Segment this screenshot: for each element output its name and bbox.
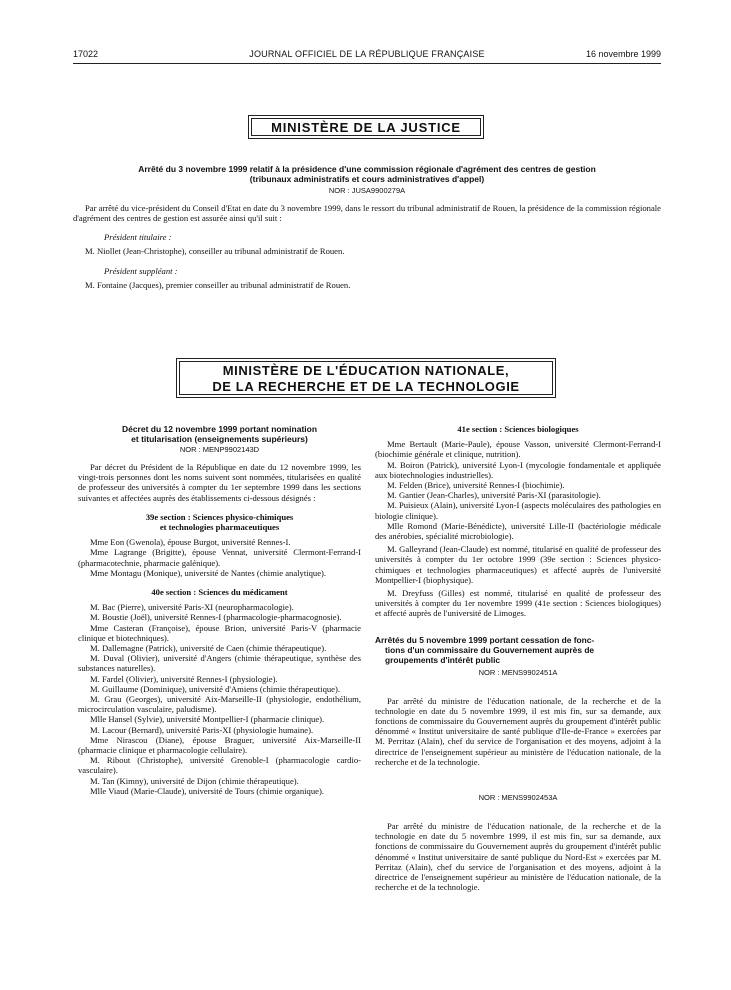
journal-title: JOURNAL OFFICIEL DE LA RÉPUBLIQUE FRANÇAISE [249, 49, 485, 59]
section-39-heading [78, 512, 361, 532]
page-number: 17022 [73, 49, 99, 59]
header-rule [73, 63, 661, 64]
list-item: M. Felden (Brice), université Rennes-I (biochimie). [387, 480, 565, 491]
decret-intro: Par décret du Président de la République en date du 12 novembre 1999, les vingt-trois personnes dont les noms suivent sont nommées, titularisées en qualité de professeur des universités à compter du 1er septembre 1999 dans les sections suivantes et affectées auprès des établissements ci-dessous désignés : [78, 462, 361, 503]
running-header [73, 49, 661, 63]
arretes-title-line2: tions d'un commissaire du Gouvernement auprès de [385, 644, 595, 655]
president-suppleant: M. Fontaine (Jacques), premier conseiller au tribunal administratif de Rouen. [85, 279, 351, 290]
decret-nor: NOR : MENP9902143D [179, 445, 260, 454]
arrete1-text: Par arrêté du ministre de l'éducation nationale, de la recherche et de la technologie en date du 5 novembre 1999, il est mis fin, sur sa demande, aux fonctions de commissaire du Gouvernement auprès du groupement d'intérêt public dénommé « Institut universitaire de santé publique d'Ile-de-France » exercées par M. Perritaz (Alain), chef du service de l'organisation et des moyens, adjoint à la directrice de l'enseignement supérieur au ministère de l'éducation nationale, de la recherche et de la technologie. [375, 695, 661, 767]
decret-title-line2: et titularisation (enseignements supérieurs) [131, 434, 308, 444]
right-column [375, 424, 661, 893]
justice-nor: NOR : JUSA9900279A [328, 186, 406, 195]
list-item: M. Fardel (Olivier), université Rennes-I (physiologie). [90, 673, 278, 684]
list-item: Mme Bertault (Marie-Paule), épouse Vasson, université Clermont-Ferrand-I (biochimie générale et clinique, nutrition). [375, 439, 661, 460]
section-39-line1: 39e section : Sciences physico-chimiques [145, 511, 294, 522]
list-item: M. Grau (Georges), université Aix-Marseille-II (physiologie, endothélium, microcirculation vasculaire, paludisme). [78, 694, 361, 715]
list-item: Mlle Viaud (Marie-Claude), université de Tours (chimie organique). [90, 785, 324, 796]
ministry-education-box [176, 358, 556, 398]
list-item: Mme Nirascou (Diane), épouse Braguer, université Aix-Marseille-II (pharmacie clinique et pharmacologie cellulaire). [78, 734, 361, 756]
list-item: Mme Montagu (Monique), université de Nantes (chimie analytique). [90, 567, 327, 578]
list-item: M. Dreyfuss (Gilles) est nommé, titularisé en qualité de professeur des universités à compter du 1er novembre 1999 (41e section : Sciences biologiques) et affecté auprès de l'université de Limoges. [375, 588, 661, 619]
arrete2-text: Par arrêté du ministre de l'éducation nationale, de la recherche et de la technologie en date du 5 novembre 1999, il est mis fin, sur sa demande, aux fonctions de commissaire du Gouvernement auprès du groupement d'intérêt public dénommé « Institut universitaire de santé publique du Nord-Est » exercées par M. Perritaz (Alain), chef du service de l'organisation et des moyens, adjoint à la directrice de l'enseignement supérieur au ministère de l'éducation nationale, de la recherche et de la technologie. [375, 821, 661, 893]
label-president-suppleant: Président suppléant : [104, 265, 178, 276]
list-item: Mme Eon (Gwenola), épouse Burgot, université Rennes-I. [90, 537, 291, 548]
ministry-education-heading [179, 361, 553, 395]
list-item: Mlle Romond (Marie-Bénédicte), université Lille-II (bactériologie médicale des anérobies, spécialité microbiologie). [375, 520, 661, 542]
section-41-title: 41e section : Sciences biologiques [457, 424, 579, 434]
justice-arrete [73, 164, 661, 290]
arretes-title-line3: groupements d'intérêt public [385, 654, 501, 665]
president-titulaire: M. Niollet (Jean-Christophe), conseiller au tribunal administratif de Rouen. [85, 246, 345, 257]
section-41-list [375, 439, 661, 618]
list-item: M. Boiron (Patrick), université Lyon-I (mycologie fondamentale et appliquée aux biotechnologies industrielles). [375, 459, 661, 480]
list-item: M. Duval (Olivier), université d'Angers (chimie thérapeutique, synthèse des substances naturelles). [78, 653, 361, 674]
section-40-title: 40e section : Sciences du médicament [151, 587, 288, 598]
list-item: M. Galleyrand (Jean-Claude) est nommé, titularisé en qualité de professeur des universités à compter du 1er octobre 1999 (39e section : Sciences physico-chimiques et technologies pharmaceutiques) et affecté auprès de l'université Montpellier-I (biophysique). [375, 544, 661, 585]
list-item: Mme Casteran (Françoise), épouse Brion, université Paris-V (pharmacie clinique et biotechniques). [78, 622, 361, 643]
ministry-justice-heading: MINISTÈRE DE LA JUSTICE [251, 118, 481, 136]
section-39-list [78, 537, 361, 578]
section-40-list [78, 602, 361, 796]
label-president-titulaire: Président titulaire : [104, 232, 172, 243]
ministry-education-line1: MINISTÈRE DE L'ÉDUCATION NATIONALE, [222, 363, 510, 378]
list-item: M. Lacour (Bernard), université Paris-XI (physiologie humaine). [90, 724, 314, 735]
section-39-line2: et technologies pharmaceutiques [159, 522, 280, 533]
arretes-heading [375, 635, 661, 665]
justice-arrete-title-line1: Arrêté du 3 novembre 1999 relatif à la présidence d'une commission régionale d'agrément des centres de gestion [138, 164, 596, 174]
ministry-education-line2: DE LA RECHERCHE ET DE LA TECHNOLOGIE [212, 379, 520, 394]
decret-title-line1: Décret du 12 novembre 1999 portant nomination [121, 424, 318, 434]
list-item: M. Guillaume (Dominique), université d'Amiens (chimie thérapeutique). [90, 683, 340, 694]
list-item: M. Bac (Pierre), université Paris-XI (neuropharmacologie). [90, 602, 294, 613]
left-column [78, 424, 361, 796]
arrete1-nor: NOR : MENS9902451A [478, 667, 558, 677]
list-item: M. Dallemagne (Patrick), université de Caen (chimie thérapeutique). [90, 643, 327, 654]
justice-arrete-title-line2: (tribunaux administratifs et cours administratives d'appel) [249, 174, 485, 184]
list-item: Mlle Hansel (Sylvie), université Montpellier-I (pharmacie clinique). [90, 714, 325, 725]
issue-date: 16 novembre 1999 [585, 49, 661, 59]
list-item: M. Ribout (Christophe), université Grenoble-I (pharmacologie cardio-vasculaire). [78, 755, 361, 776]
list-item: M. Tan (Kimny), université de Dijon (chimie thérapeutique). [90, 775, 299, 786]
list-item: Mme Lagrange (Brigitte), épouse Vennat, université Clermont-Ferrand-I (pharmacotechnie, pharmacie galénique). [78, 547, 361, 568]
arrete2-nor: NOR : MENS9902453A [478, 793, 558, 803]
ministry-justice-box [248, 115, 484, 139]
list-item: M. Boustie (Joël), université Rennes-I (pharmacologie-pharmacognosie). [90, 612, 342, 623]
arretes-title-line1: Arrêtés du 5 novembre 1999 portant cessation de fonc- [375, 634, 595, 645]
list-item: M. Gantier (Jean-Charles), université Paris-XI (parasitologie). [387, 490, 601, 501]
justice-intro: Par arrêté du vice-président du Conseil d'Etat en date du 3 novembre 1999, dans le ressort du tribunal administratif de Rouen, la présidence de la commission régionale d'agrément des centres de gestion est assurée ainsi qu'il suit : [73, 203, 661, 224]
section-40-heading [78, 587, 361, 597]
section-41-heading [375, 424, 661, 434]
list-item: M. Puisieux (Alain), université Lyon-I (aspects moléculaires des pathologies en biologie clinique). [375, 500, 661, 521]
